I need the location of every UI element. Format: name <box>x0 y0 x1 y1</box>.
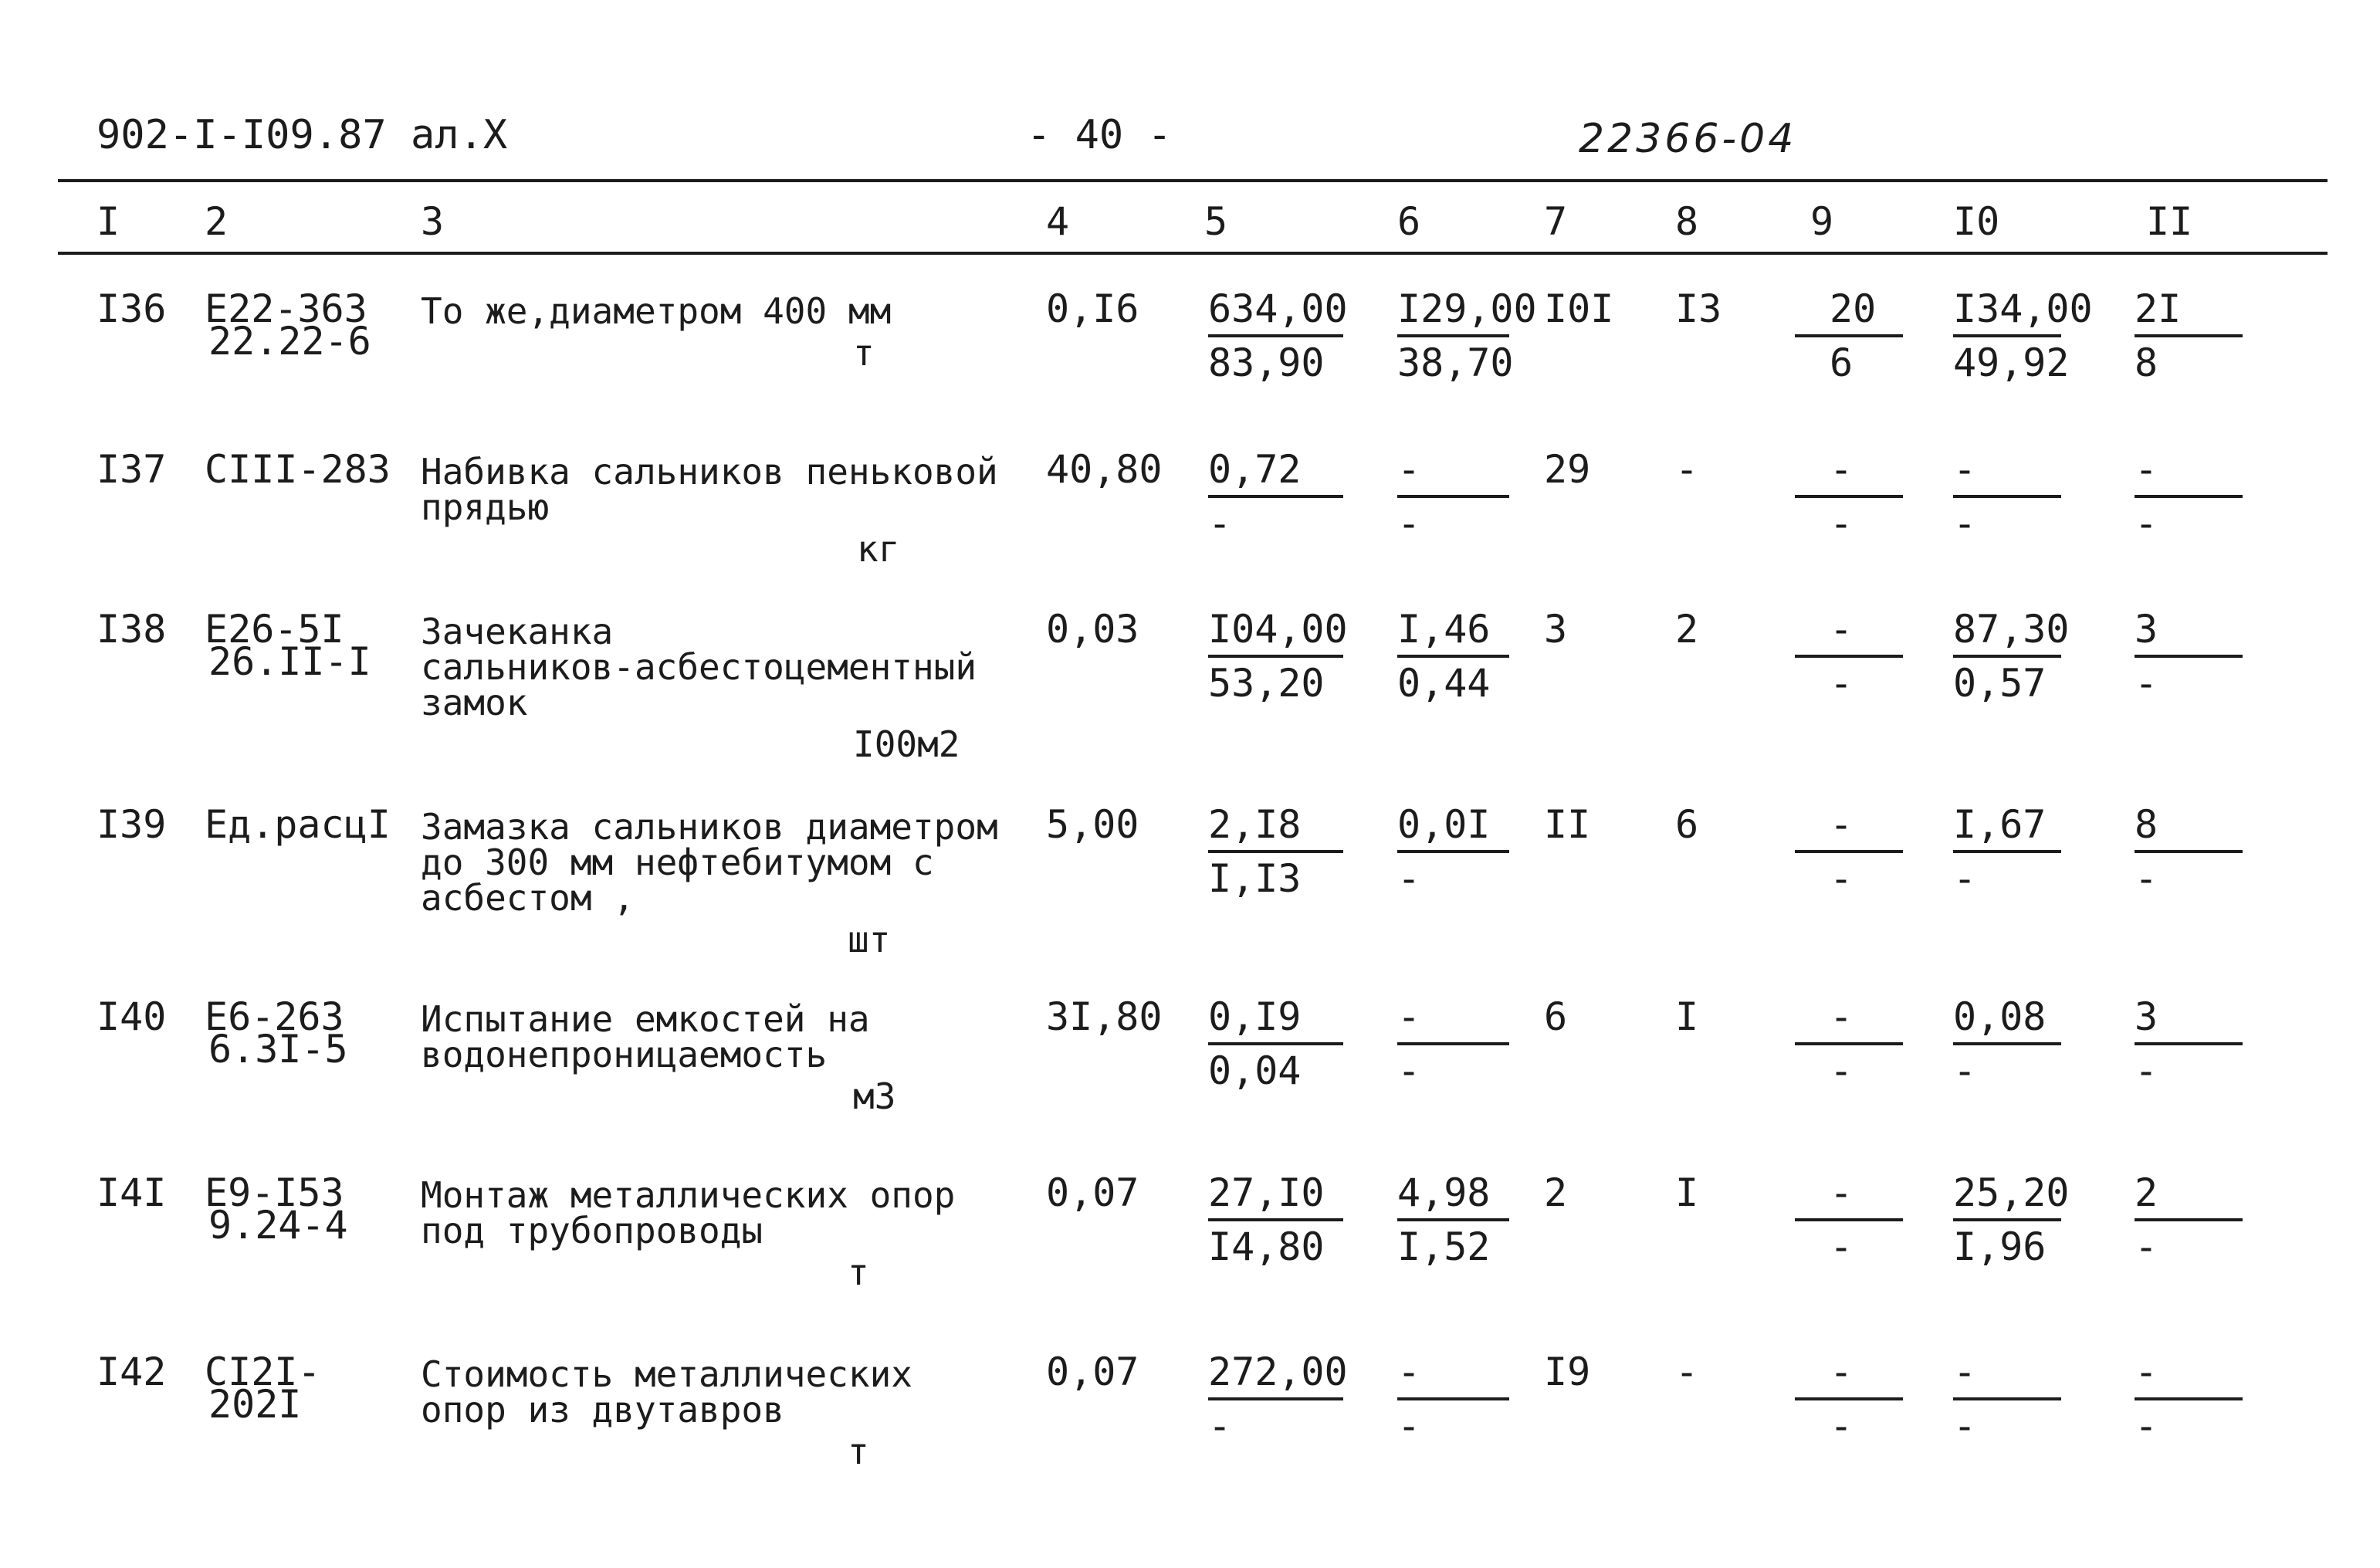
page-number: - 40 - <box>1027 112 1172 158</box>
description-line: Набивка сальников пеньковой <box>421 451 998 493</box>
col10-top: - <box>1953 447 1977 492</box>
col11-bottom: - <box>2135 856 2158 901</box>
code-line-1: Ед.расцI <box>205 802 391 847</box>
description-line: опор из двутавров <box>421 1389 784 1431</box>
column-header-5: 5 <box>1204 199 1228 244</box>
col6-top: - <box>1397 1350 1421 1394</box>
col10-top: I34,00 <box>1953 286 2093 331</box>
col10-fraction-line <box>1953 334 2061 337</box>
description-line: прядью <box>421 486 550 528</box>
col5-top: 272,00 <box>1208 1350 1348 1394</box>
code-line-1: E6-263 <box>205 994 344 1039</box>
col6-bottom: - <box>1397 1404 1421 1448</box>
unit-label: т <box>848 1251 869 1293</box>
code-line-1: E26-5I <box>205 607 344 652</box>
col10-fraction-line <box>1953 1397 2061 1400</box>
col10-fraction-line <box>1953 850 2061 853</box>
col7-value: I0I <box>1544 286 1614 331</box>
col6-fraction-line <box>1397 334 1509 337</box>
code-line-1: E22-363 <box>205 286 367 331</box>
description-line: замок <box>421 682 528 723</box>
row-number: I38 <box>96 607 167 652</box>
col5-bottom: - <box>1208 501 1232 546</box>
col5-top: 634,00 <box>1208 286 1348 331</box>
col9-top: - <box>1830 1170 1854 1215</box>
col11-top: - <box>2135 447 2158 492</box>
col5-bottom: 83,90 <box>1208 340 1325 385</box>
quantity: 0,07 <box>1046 1170 1139 1215</box>
col6-top: I,46 <box>1397 607 1491 652</box>
col8-value: I <box>1675 1170 1699 1215</box>
col9-top: - <box>1830 802 1854 847</box>
col5-fraction-line <box>1208 1042 1343 1045</box>
col6-fraction-line <box>1397 1042 1509 1045</box>
col11-fraction-line <box>2135 1042 2243 1045</box>
col6-fraction-line <box>1397 850 1509 853</box>
col10-bottom: I,96 <box>1953 1224 2047 1269</box>
col5-bottom: 53,20 <box>1208 661 1325 706</box>
col7-value: I9 <box>1544 1350 1591 1394</box>
code-line-2: 26.II-I <box>208 639 371 684</box>
code-line-2: 22.22-6 <box>208 319 371 364</box>
description-line: асбестом , <box>421 877 635 919</box>
column-header-1: I <box>96 199 120 244</box>
col5-bottom: I4,80 <box>1208 1224 1325 1269</box>
col9-fraction-line <box>1795 850 1903 853</box>
code-line-2: 6.3I-5 <box>208 1027 348 1072</box>
column-header-2: 2 <box>205 199 229 244</box>
col9-top: - <box>1830 1350 1854 1394</box>
col11-bottom: - <box>2135 1048 2158 1093</box>
col6-bottom: - <box>1397 501 1421 546</box>
col10-bottom: - <box>1953 1404 1977 1448</box>
col7-value: 29 <box>1544 447 1591 492</box>
column-header-3: 3 <box>421 199 445 244</box>
col11-bottom: - <box>2135 661 2158 706</box>
col11-fraction-line <box>2135 655 2243 658</box>
col8-value: I <box>1675 994 1699 1039</box>
unit-label: т <box>848 1431 869 1472</box>
quantity: 0,07 <box>1046 1350 1139 1394</box>
col6-bottom: 0,44 <box>1397 661 1491 706</box>
col10-fraction-line <box>1953 495 2061 498</box>
col8-value: - <box>1675 447 1699 492</box>
col9-fraction-line <box>1795 334 1903 337</box>
col11-top: 8 <box>2135 802 2158 847</box>
quantity: 40,80 <box>1046 447 1163 492</box>
description-line: Стоимость металлических <box>421 1353 912 1395</box>
col10-bottom: - <box>1953 856 1977 901</box>
col5-top: 0,72 <box>1208 447 1302 492</box>
description-line: сальников-асбестоцементный <box>421 646 977 688</box>
col9-top: - <box>1830 447 1854 492</box>
column-header-8: 8 <box>1675 199 1699 244</box>
description-line: водонепроницаемость <box>421 1034 828 1075</box>
col5-top: 27,I0 <box>1208 1170 1325 1215</box>
col6-fraction-line <box>1397 1218 1509 1221</box>
column-header-9: 9 <box>1810 199 1834 244</box>
col11-fraction-line <box>2135 334 2243 337</box>
col10-bottom: 0,57 <box>1953 661 2047 706</box>
col11-top: 2I <box>2135 286 2182 331</box>
col7-value: 6 <box>1544 994 1568 1039</box>
column-header-11: II <box>2146 199 2193 244</box>
col6-top: 4,98 <box>1397 1170 1491 1215</box>
col5-top: 2,I8 <box>1208 802 1302 847</box>
col10-top: - <box>1953 1350 1977 1394</box>
col9-top: - <box>1830 994 1854 1039</box>
col6-top: 0,0I <box>1397 802 1491 847</box>
col11-bottom: 8 <box>2135 340 2158 385</box>
description-line: Зачеканка <box>421 611 614 652</box>
col11-top: 2 <box>2135 1170 2158 1215</box>
col5-fraction-line <box>1208 655 1343 658</box>
col9-bottom: - <box>1830 661 1854 706</box>
col9-fraction-line <box>1795 495 1903 498</box>
col10-top: I,67 <box>1953 802 2047 847</box>
col6-top: I29,00 <box>1397 286 1537 331</box>
row-number: I37 <box>96 447 167 492</box>
col9-fraction-line <box>1795 655 1903 658</box>
header-top-rule <box>58 179 2328 182</box>
col5-fraction-line <box>1208 1397 1343 1400</box>
col10-fraction-line <box>1953 655 2061 658</box>
col6-bottom: - <box>1397 856 1421 901</box>
col9-fraction-line <box>1795 1397 1903 1400</box>
col11-fraction-line <box>2135 1397 2243 1400</box>
description-line: Испытание емкостей на <box>421 998 870 1040</box>
col9-bottom: - <box>1830 856 1854 901</box>
description-line: до 300 мм нефтебитумом с <box>421 842 934 883</box>
col11-bottom: - <box>2135 1224 2158 1269</box>
description-line: То же,диаметром 400 мм <box>421 290 892 332</box>
col5-fraction-line <box>1208 850 1343 853</box>
row-number: I40 <box>96 994 167 1039</box>
col10-bottom: 49,92 <box>1953 340 2070 385</box>
header-bottom-rule <box>58 252 2328 255</box>
code-line-1: CI2I- <box>205 1350 321 1394</box>
col9-bottom: - <box>1830 1404 1854 1448</box>
description-line: Замазка сальников диаметром <box>421 806 998 848</box>
column-header-6: 6 <box>1397 199 1421 244</box>
col11-top: 3 <box>2135 607 2158 652</box>
col9-bottom: 6 <box>1830 340 1854 385</box>
unit-label: кг <box>857 528 900 570</box>
col5-top: 0,I9 <box>1208 994 1302 1039</box>
col8-value: 6 <box>1675 802 1699 847</box>
code-line-1: CIII-283 <box>205 447 391 492</box>
col5-top: I04,00 <box>1208 607 1348 652</box>
quantity: 3I,80 <box>1046 994 1163 1039</box>
column-header-7: 7 <box>1544 199 1568 244</box>
row-number: I36 <box>96 286 167 331</box>
col11-fraction-line <box>2135 1218 2243 1221</box>
col5-bottom: 0,04 <box>1208 1048 1302 1093</box>
doc-code: 902-I-I09.87 ал.X <box>96 112 508 158</box>
col5-bottom: I,I3 <box>1208 856 1302 901</box>
col10-fraction-line <box>1953 1218 2061 1221</box>
col11-top: - <box>2135 1350 2158 1394</box>
col9-top: 20 <box>1830 286 1877 331</box>
archive-stamp: 22366-04 <box>1579 116 1797 162</box>
col10-top: 0,08 <box>1953 994 2047 1039</box>
col9-bottom: - <box>1830 1048 1854 1093</box>
col5-fraction-line <box>1208 1218 1343 1221</box>
description-line: Монтаж металлических опор <box>421 1174 956 1216</box>
col6-bottom: 38,70 <box>1397 340 1514 385</box>
col9-top: - <box>1830 607 1854 652</box>
col11-fraction-line <box>2135 850 2243 853</box>
unit-label: м3 <box>853 1075 896 1117</box>
code-line-2: 9.24-4 <box>208 1203 348 1248</box>
col10-top: 87,30 <box>1953 607 2070 652</box>
quantity: 0,I6 <box>1046 286 1139 331</box>
row-number: I39 <box>96 802 167 847</box>
col8-value: 2 <box>1675 607 1699 652</box>
col11-bottom: - <box>2135 1404 2158 1448</box>
col8-value: - <box>1675 1350 1699 1394</box>
col5-fraction-line <box>1208 334 1343 337</box>
col5-fraction-line <box>1208 495 1343 498</box>
col6-fraction-line <box>1397 495 1509 498</box>
col7-value: 3 <box>1544 607 1568 652</box>
col7-value: II <box>1544 802 1591 847</box>
col10-fraction-line <box>1953 1042 2061 1045</box>
col6-top: - <box>1397 447 1421 492</box>
unit-label: I00м2 <box>853 723 960 765</box>
col9-bottom: - <box>1830 1224 1854 1269</box>
column-header-4: 4 <box>1046 199 1070 244</box>
row-number: I42 <box>96 1350 167 1394</box>
col11-fraction-line <box>2135 495 2243 498</box>
quantity: 0,03 <box>1046 607 1139 652</box>
col6-fraction-line <box>1397 1397 1509 1400</box>
unit-label: т <box>853 332 875 374</box>
col9-fraction-line <box>1795 1218 1903 1221</box>
col6-top: - <box>1397 994 1421 1039</box>
col11-bottom: - <box>2135 501 2158 546</box>
unit-label: шт <box>848 919 891 960</box>
col8-value: I3 <box>1675 286 1722 331</box>
col6-bottom: - <box>1397 1048 1421 1093</box>
code-line-2: 202I <box>208 1382 302 1427</box>
col11-top: 3 <box>2135 994 2158 1039</box>
code-line-1: E9-I53 <box>205 1170 344 1215</box>
col6-fraction-line <box>1397 655 1509 658</box>
col6-bottom: I,52 <box>1397 1224 1491 1269</box>
col10-top: 25,20 <box>1953 1170 2070 1215</box>
col7-value: 2 <box>1544 1170 1568 1215</box>
col10-bottom: - <box>1953 1048 1977 1093</box>
column-header-10: I0 <box>1953 199 2000 244</box>
col9-fraction-line <box>1795 1042 1903 1045</box>
row-number: I4I <box>96 1170 167 1215</box>
col10-bottom: - <box>1953 501 1977 546</box>
col9-bottom: - <box>1830 501 1854 546</box>
quantity: 5,00 <box>1046 802 1139 847</box>
col5-bottom: - <box>1208 1404 1232 1448</box>
description-line: под трубопроводы <box>421 1210 763 1251</box>
